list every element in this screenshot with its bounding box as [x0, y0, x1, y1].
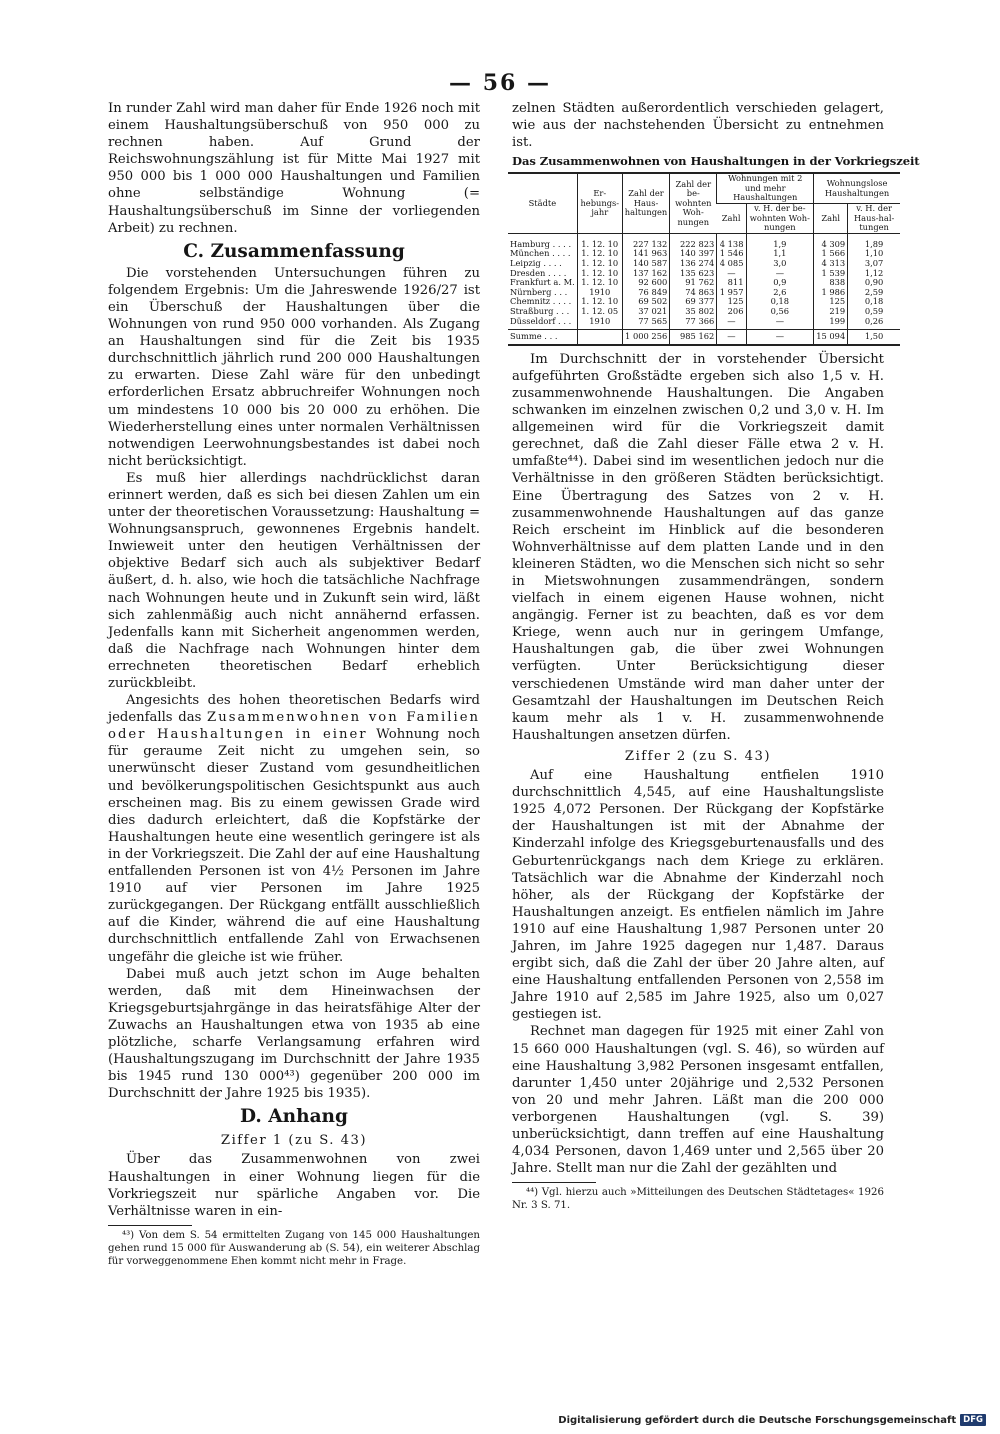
table-cell: 91 762 [670, 278, 717, 288]
table-cell [577, 330, 622, 345]
table-cell: 74 863 [670, 288, 717, 298]
header-staedte: Städte [508, 173, 577, 233]
table-cell: 0,18 [746, 297, 814, 307]
footnote-text: ⁴⁴) Vgl. hierzu auch »Mitteilungen des Deutschen Städtetages« 1926 Nr. 3 S. 71. [512, 1187, 884, 1212]
table-cell: Nürnberg . . . [510, 286, 568, 297]
table-cell: 137 162 [622, 269, 670, 279]
table-cell: 35 802 [670, 307, 717, 317]
table-cell: 1. 12. 10 [577, 249, 622, 259]
header-vh-wohnungen: v. H. der be-wohnten Woh-nungen [746, 204, 814, 234]
table-cell: 4 309 [814, 233, 848, 249]
table-cell: 125 [814, 297, 848, 307]
header-erhebungsjahr: Er-hebungs-jahr [577, 173, 622, 233]
table-cell: Düsseldorf . . . [510, 315, 572, 326]
table-cell: 838 [814, 278, 848, 288]
text-run: Wohnung noch für geraume Zeit nicht zu umgehen sein, so unerwünscht dieser Zustand vom gesundheitlichen und bevölkerungspolitischen Gesichtspunkt aus auch erscheinen mag. Bis zu einem gewissen Grade wird dies dadurch erleichtert, daß die Kopfstärke der Haushaltungen heute eine wesentlich geringere ist als in der Vorkriegszeit. Die Zahl der auf eine Haushaltung entfallenden Personen ist von 4½ Personen im Jahre 1910 auf vier Personen im Jahre 1925 zurückgegangen. Der Rückgang entfällt ausschließlich auf die Kinder, während die auf eine Haushaltung durchschnittlich entfallende Zahl von Erwachsenen ungefähr die gleiche ist wie früher. [108, 727, 480, 965]
table-cell: 1,50 [848, 330, 900, 345]
footer-text: Digitalisierung gefördert durch die Deutsche Forschungsgemeinschaft [558, 1414, 957, 1426]
table-cell: München . . . . [510, 248, 571, 259]
subheading-ziffer-2: Ziffer 2 (zu S. 43) [624, 748, 772, 764]
subheading-ziffer-1: Ziffer 1 (zu S. 43) [220, 1133, 368, 1149]
header-group-wohnungslos: Wohnungslose Haushaltungen [814, 173, 900, 203]
header-zahl: Zahl [814, 204, 848, 234]
page-number: — 56 — [449, 70, 551, 96]
table-cell: 206 [717, 307, 746, 317]
paragraph: Die vorstehenden Untersuchungen führen zu folgendem Ergebnis: Um die Jahreswende 1926/27 ist ein Überschuß der Haushaltungen über die Wohnungen von rund 950 000 vorhanden. Als Zugang an Haushaltungen sind für die Zeit bis 1935 durchschnittlich jährlich rund 200 000 Haushaltungen zu erwarten. Diese Zahl wäre für den unbedingt erforderlichen Ersatz abbruchreifer Wohnungen noch um mindestens 10 000 bis 20 000 zu erhöhen. Die Wiederherstellung eines unter normalen Verhältnissen notwendigen Leerwohnungsbestandes ist dabei noch nicht berücksichtigt. [108, 265, 480, 469]
table-cell: 0,18 [848, 297, 900, 307]
table-row [508, 317, 900, 330]
left-column [108, 100, 480, 1268]
footnote-rule [108, 1225, 192, 1226]
paragraph: Rechnet man dagegen für 1925 mit einer Zahl von 15 660 000 Haushaltungen (vgl. S. 46), so würden auf eine Haushaltung 3,982 Personen insgesamt entfallen, darunter 1,450 unter 20jährige und 2,532 Personen von 20 und mehr Jahren. Läßt man die 200 000 verborgenen Haushaltungen (vgl. S. 39) unberücksichtigt, dann treffen auf eine Haushaltung 4,034 Personen, davon 1,469 unter und 2,565 über 20 Jahre. Stellt man nur die Zahl der gezählten und [512, 1024, 884, 1177]
table-cell: Frankfurt a. M. [510, 277, 575, 288]
table-cell: — [746, 317, 814, 330]
paragraph: Auf eine Haushaltung entfielen 1910 durchschnittlich 4,545, auf eine Haushaltungsliste 1925 4,072 Personen. Der Rückgang der Kopfstärke der Haushaltungen ist mit der Abnahme der Kinderzahl infolge des Kriegsgeburtenausfalls und des Geburtenrückgangs nach dem Kriege zu erklären. Tatsächlich war die Abnahme der Kinderzahl noch höher, als der Rückgang der Kopfstärke der Haushaltungen anzeigt. Es entfielen nämlich im Jahre 1910 auf eine Haushaltung 1,987 Personen unter 20 Jahren, im Jahre 1925 dagegen nur 1,487. Daraus ergibt sich, daß die Zahl der über 20 Jahre alten, auf eine Haushaltung entfallenden Personen von 2,558 im Jahre 1910 auf 2,585 im Jahre 1925, also um 0,027 gestiegen ist. [512, 768, 884, 1023]
header-zahl: Zahl [717, 204, 746, 234]
table-cell: 1,1 [746, 249, 814, 259]
table-cell: 199 [814, 317, 848, 330]
table-cell: 1,12 [848, 269, 900, 279]
table-cell: 227 132 [622, 233, 670, 249]
table-cell: 4 313 [814, 259, 848, 269]
table-cell: 140 587 [622, 259, 670, 269]
paragraph: zelnen Städten außerordentlich verschieden gelagert, wie aus der nachstehenden Übersicht zu entnehmen ist. [512, 101, 884, 151]
section-heading-d: D. Anhang [240, 1106, 348, 1128]
table-cell: 2,6 [746, 288, 814, 298]
table-cell: 1 546 [717, 249, 746, 259]
table-cell: 1910 [577, 288, 622, 298]
table-cell: 0,59 [848, 307, 900, 317]
table-cell: — [717, 269, 746, 279]
table-cell: 135 623 [670, 269, 717, 279]
table-cell: 1,10 [848, 249, 900, 259]
paragraph [108, 692, 480, 966]
emphasized-text: Zusammenwohnen von Familien oder Haushaltungen in einer [108, 710, 480, 743]
table-cell: Hamburg . . . . [510, 238, 572, 249]
table-cell: 92 600 [622, 278, 670, 288]
table-title: Das Zusammenwohnen von Haushaltungen in der Vorkriegszeit [512, 154, 920, 169]
right-column [510, 100, 920, 1213]
table-cell: 1. 12. 10 [577, 297, 622, 307]
table-cell: 0,9 [746, 278, 814, 288]
table-cell: 140 397 [670, 249, 717, 259]
table-sum-row [508, 330, 900, 345]
header-wohnungen: Zahl der be-wohnten Woh-nungen [670, 173, 717, 233]
table-cell: 1. 12. 10 [577, 269, 622, 279]
table-cell: 77 565 [622, 317, 670, 330]
table-cell: 1,9 [746, 233, 814, 249]
table-cell: 125 [717, 297, 746, 307]
table-cell: 811 [717, 278, 746, 288]
table-cell: 69 377 [670, 297, 717, 307]
header-haushaltungen: Zahl der Haus-haltungen [622, 173, 670, 233]
table-cell: — [746, 330, 814, 345]
table-cell: 0,90 [848, 278, 900, 288]
paragraph: Über das Zusammenwohnen von zwei Haushaltungen in einer Wohnung liegen für die Vorkriegszeit nur spärliche Angaben vor. Die Verhältnisse waren in ein- [108, 1152, 480, 1219]
table-cell: 1 986 [814, 288, 848, 298]
table-cell: 1,89 [848, 233, 900, 249]
table-cell: 219 [814, 307, 848, 317]
table-cell: 2,59 [848, 288, 900, 298]
header-vh-haushaltungen: v. H. der Haus-hal-tungen [848, 204, 900, 234]
table-cell: 985 162 [670, 330, 717, 345]
table-row [508, 233, 900, 249]
footnote-text: ⁴³) Von dem S. 54 ermittelten Zugang von 145 000 Haushaltungen gehen rund 15 000 für Auswanderung ab (S. 54), ein weiterer Abschlag für vorweggenommene Ehen kommt nicht mehr in Frage. [108, 1229, 480, 1268]
table-cell: 0,56 [746, 307, 814, 317]
table-cell: 1 000 256 [622, 330, 670, 345]
table-cell: 4 085 [717, 259, 746, 269]
footnote-44 [512, 1186, 884, 1212]
text-run: Angesichts des hohen theoretischen Bedarfs wird jedenfalls das [108, 693, 480, 726]
table-cell: 1910 [577, 317, 622, 330]
statistics-table [508, 172, 900, 346]
paragraph: Dabei muß auch jetzt schon im Auge behalten werden, daß mit dem Hineinwachsen der Kriegsgeburtsjahrgänge in das heiratsfähige Alter der Zuwachs an Haushaltungen etwa von 1935 ab eine plötzliche, scharfe Verlangsamung erfahren wird (Haushaltungszugang im Durchschnitt der Jahre 1935 bis 1945 rund 130 000⁴³) gegenüber 200 000 im Durchschnitt der Jahre 1925 bis 1935). [108, 966, 480, 1102]
table-cell: 76 849 [622, 288, 670, 298]
table-cell: 136 274 [670, 259, 717, 269]
table-cell: 1. 12. 10 [577, 259, 622, 269]
table-cell: 3,0 [746, 259, 814, 269]
table-cell: Chemnitz . . . . [510, 296, 572, 307]
paragraph: Es muß hier allerdings nachdrücklichst daran erinnert werden, daß es sich bei diesen Zahlen um ein unter der theoretischen Voraussetzung: Haushaltung = Wohnungsanspruch, gewonnenes Ergebnis handelt. Inwieweit unter den heutigen Verhältnissen der objektive Bedarf sich auch als subjektiver Bedarf äußert, d. h. also, wie hoch die tatsächliche Nachfrage nach Wohnungen heute und in Zukunft sein wird, läßt sich zahlenmäßig auch nicht annähernd erfassen. Jedenfalls kann mit Sicherheit angenommen werden, daß die Nachfrage nach Wohnungen hinter dem errechneten theoretischen Bedarf erheblich zurückbleibt. [108, 470, 480, 691]
section-heading-c: C. Zusammenfassung [183, 240, 405, 262]
table-cell: 4 138 [717, 233, 746, 249]
table-cell: — [717, 317, 746, 330]
table-cell: 3,07 [848, 259, 900, 269]
table-cell: 1. 12. 05 [577, 307, 622, 317]
table-cell: 15 094 [814, 330, 848, 345]
table-cell: — [746, 269, 814, 279]
paragraph: In runder Zahl wird man daher für Ende 1926 noch mit einem Haushaltungsüberschuß von 950 000 zu rechnen haben. Auf Grund der Reichswohnungszählung ist für Mitte Mai 1927 mit 950 000 bis 1 000 000 Haushaltungen und Familien ohne selbständige Wohnung (= Haushaltungsüberschuß im Sinne der vorliegenden Arbeit) zu rechnen. [108, 101, 480, 236]
footnote-43 [108, 1229, 480, 1269]
table-cell: 37 021 [622, 307, 670, 317]
table-cell: Straßburg . . . [510, 306, 570, 316]
table-cell: 1. 12. 10 [577, 233, 622, 249]
table-cell: 0,26 [848, 317, 900, 330]
footnote-rule [512, 1182, 596, 1183]
table-cell: 69 502 [622, 297, 670, 307]
digitization-footer [558, 1414, 986, 1426]
table-cell: 1. 12. 10 [577, 278, 622, 288]
header-group-mehrere: Wohnungen mit 2 und mehr Haushaltungen [717, 173, 814, 203]
table-cell: 1 539 [814, 269, 848, 279]
table-cell: — [717, 330, 746, 345]
table-cell: 1 957 [717, 288, 746, 298]
table-cell: Summe . . . [508, 330, 577, 345]
table-cell: 1 566 [814, 249, 848, 259]
table-cell: 77 366 [670, 317, 717, 330]
table-cell: Dresden . . . . [510, 267, 567, 278]
dfg-logo-icon: DFG [960, 1414, 986, 1426]
paragraph: Im Durchschnitt der in vorstehender Übersicht aufgeführten Großstädte ergeben sich also 1,5 v. H. zusammenwohnende Haushaltungen. Die Angaben schwanken im einzelnen zwischen 0,2 und 3,0 v. H. Im allgemeinen wird für die Vorkriegszeit damit gerechnet, daß die Zahl dieser Fälle etwa 2 v. H. umfaßte⁴⁴). Dabei sind im wesentlichen jedoch nur die Verhältnisse in den größeren Städten berücksichtigt. Eine Übertragung des Satzes von 2 v. H. zusammenwohnende Haushaltungen auf das ganze Reich erscheint im Hinblick auf die besonderen Wohnverhältnisse auf dem platten Lande und in den kleineren Städten, wo die Menschen sich nicht so sehr in Mietswohnungen zusammendrängen, sondern vielfach in einem eigenen Hause wohnen, nicht angängig. Ferner ist zu beachten, daß es vor dem Kriege, wenn auch nur in geringem Umfange, Haushaltungen gab, die über zwei Wohnungen verfügten. Unter Berücksichtigung dieser verschiedenen Umstände wird man daher unter der Gesamtzahl der Haushaltungen im Deutschen Reich kaum mehr als 1 v. H. zusammenwohnende Haushaltungen ansetzen dürfen. [512, 351, 884, 743]
table-cell: 222 823 [670, 233, 717, 249]
table-cell: 141 963 [622, 249, 670, 259]
table-cell: Leipzig . . . . [510, 258, 562, 269]
